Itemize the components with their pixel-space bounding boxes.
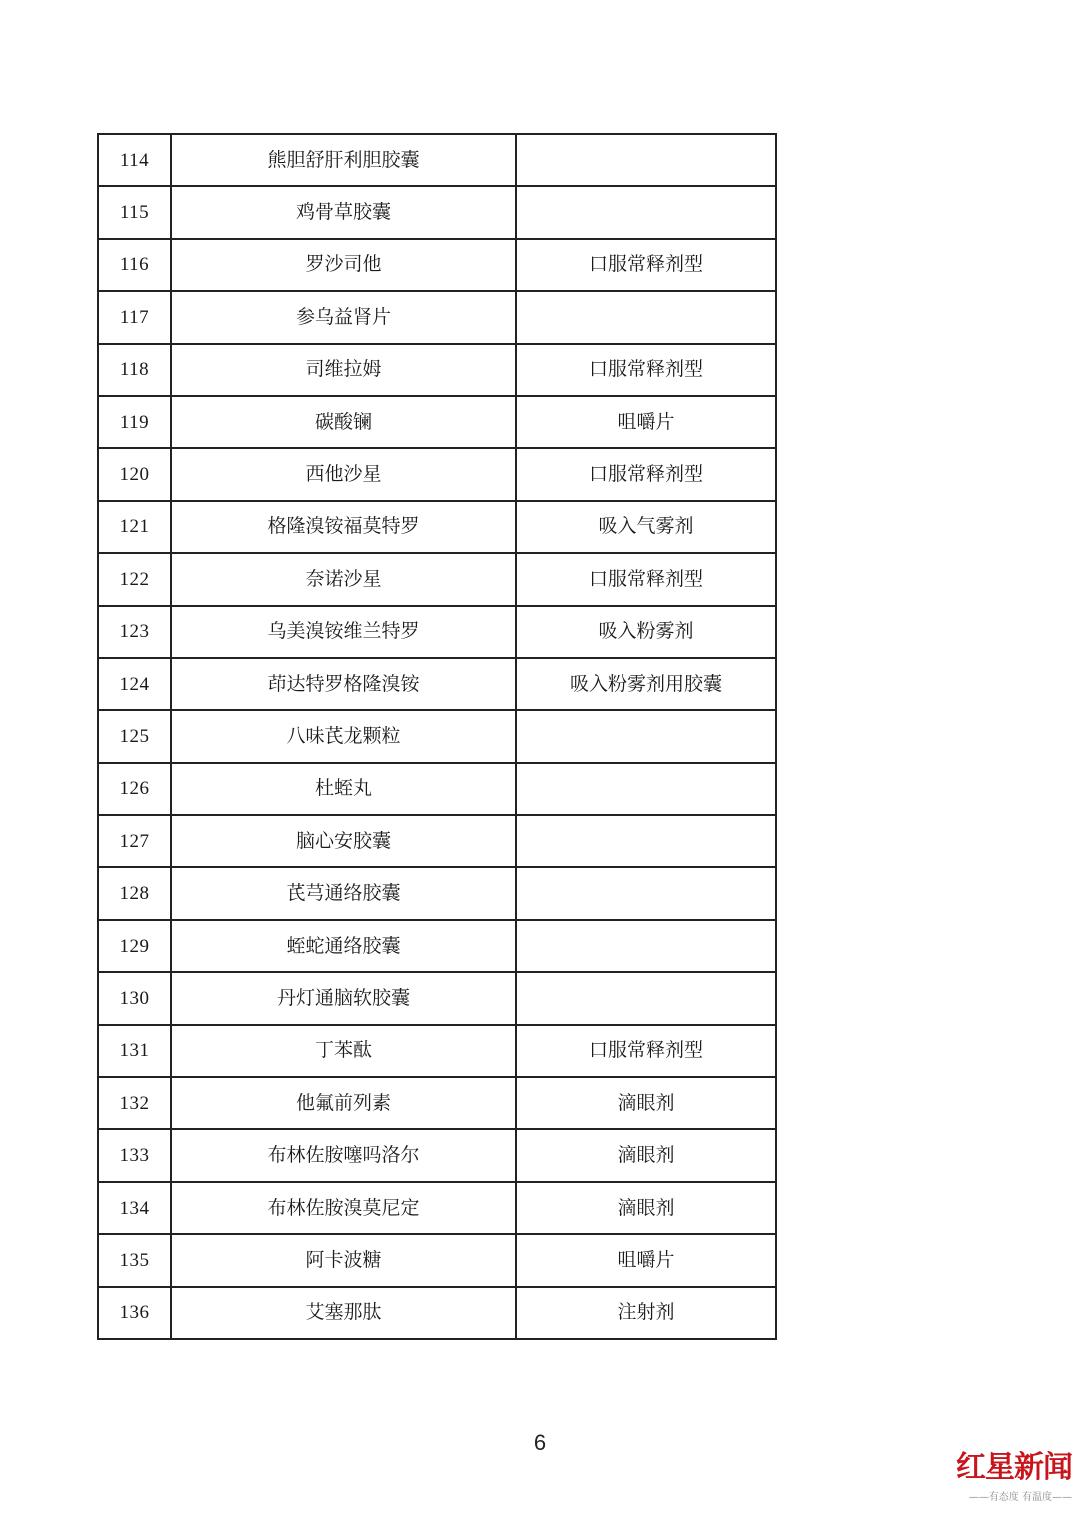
- row-number: 122: [98, 553, 171, 605]
- table-row: [98, 1234, 776, 1286]
- row-number: 136: [98, 1287, 171, 1339]
- table-row: [98, 239, 776, 291]
- row-number: 117: [98, 291, 171, 343]
- drug-name: 八味芪龙颗粒: [171, 710, 516, 762]
- row-number: 123: [98, 606, 171, 658]
- row-number: 134: [98, 1182, 171, 1234]
- table-row: [98, 344, 776, 396]
- table-row: [98, 867, 776, 919]
- table-row: [98, 396, 776, 448]
- row-number: 135: [98, 1234, 171, 1286]
- drug-name: 茚达特罗格隆溴铵: [171, 658, 516, 710]
- row-number: 121: [98, 501, 171, 553]
- table-row: [98, 606, 776, 658]
- dosage-form: [516, 815, 776, 867]
- watermark-tagline: ——有态度 有温度——: [968, 1492, 1072, 1503]
- dosage-form: 咀嚼片: [516, 396, 776, 448]
- page-number: 6: [533, 1430, 547, 1455]
- row-number: 116: [98, 239, 171, 291]
- row-number: 128: [98, 867, 171, 919]
- dosage-form: 吸入气雾剂: [516, 501, 776, 553]
- watermark-logo-text: 红星新闻: [956, 1450, 1072, 1485]
- drug-name: 司维拉姆: [171, 344, 516, 396]
- row-number: 126: [98, 763, 171, 815]
- row-number: 131: [98, 1025, 171, 1077]
- dosage-form: 注射剂: [516, 1287, 776, 1339]
- drug-name: 熊胆舒肝利胆胶囊: [171, 134, 516, 186]
- table-row: [98, 186, 776, 238]
- row-number: 124: [98, 658, 171, 710]
- drug-name: 罗沙司他: [171, 239, 516, 291]
- drug-name: 他氟前列素: [171, 1077, 516, 1129]
- drug-name: 蛭蛇通络胶囊: [171, 920, 516, 972]
- dosage-form: 口服常释剂型: [516, 1025, 776, 1077]
- table-row: [98, 1182, 776, 1234]
- row-number: 125: [98, 710, 171, 762]
- drug-name: 格隆溴铵福莫特罗: [171, 501, 516, 553]
- drug-name: 杜蛭丸: [171, 763, 516, 815]
- dosage-form: 吸入粉雾剂用胶囊: [516, 658, 776, 710]
- row-number: 114: [98, 134, 171, 186]
- row-number: 133: [98, 1129, 171, 1181]
- drug-name: 布林佐胺溴莫尼定: [171, 1182, 516, 1234]
- table-row: [98, 134, 776, 186]
- drug-name: 参乌益肾片: [171, 291, 516, 343]
- dosage-form: 滴眼剂: [516, 1077, 776, 1129]
- dosage-form: [516, 710, 776, 762]
- dosage-form: 吸入粉雾剂: [516, 606, 776, 658]
- table-row: [98, 553, 776, 605]
- drug-name: 阿卡波糖: [171, 1234, 516, 1286]
- drug-name: 乌美溴铵维兰特罗: [171, 606, 516, 658]
- dosage-form: 咀嚼片: [516, 1234, 776, 1286]
- row-number: 129: [98, 920, 171, 972]
- row-number: 119: [98, 396, 171, 448]
- table-row: [98, 815, 776, 867]
- dosage-form: [516, 291, 776, 343]
- dosage-form: 口服常释剂型: [516, 553, 776, 605]
- table-row: [98, 972, 776, 1024]
- row-number: 130: [98, 972, 171, 1024]
- drug-list-table: [97, 133, 777, 1340]
- drug-name: 芪芎通络胶囊: [171, 867, 516, 919]
- dosage-form: [516, 134, 776, 186]
- dosage-form: 口服常释剂型: [516, 239, 776, 291]
- dosage-form: 口服常释剂型: [516, 448, 776, 500]
- table-row: [98, 448, 776, 500]
- drug-name: 碳酸镧: [171, 396, 516, 448]
- dosage-form: [516, 763, 776, 815]
- table-row: [98, 763, 776, 815]
- table-row: [98, 291, 776, 343]
- dosage-form: 口服常释剂型: [516, 344, 776, 396]
- watermark-logo: [932, 1442, 1072, 1522]
- row-number: 127: [98, 815, 171, 867]
- drug-name: 奈诺沙星: [171, 553, 516, 605]
- drug-name: 丹灯通脑软胶囊: [171, 972, 516, 1024]
- table-row: [98, 658, 776, 710]
- table-row: [98, 1077, 776, 1129]
- drug-name: 布林佐胺噻吗洛尔: [171, 1129, 516, 1181]
- table-row: [98, 710, 776, 762]
- table-row: [98, 501, 776, 553]
- dosage-form: [516, 920, 776, 972]
- drug-name: 鸡骨草胶囊: [171, 186, 516, 238]
- dosage-form: [516, 972, 776, 1024]
- table-body: [98, 134, 776, 1339]
- dosage-form: 滴眼剂: [516, 1129, 776, 1181]
- table-row: [98, 1287, 776, 1339]
- dosage-form: 滴眼剂: [516, 1182, 776, 1234]
- table-row: [98, 920, 776, 972]
- drug-name: 丁苯酞: [171, 1025, 516, 1077]
- drug-name: 西他沙星: [171, 448, 516, 500]
- dosage-form: [516, 867, 776, 919]
- row-number: 120: [98, 448, 171, 500]
- row-number: 132: [98, 1077, 171, 1129]
- drug-name: 脑心安胶囊: [171, 815, 516, 867]
- row-number: 118: [98, 344, 171, 396]
- table-row: [98, 1025, 776, 1077]
- table-row: [98, 1129, 776, 1181]
- drug-name: 艾塞那肽: [171, 1287, 516, 1339]
- row-number: 115: [98, 186, 171, 238]
- dosage-form: [516, 186, 776, 238]
